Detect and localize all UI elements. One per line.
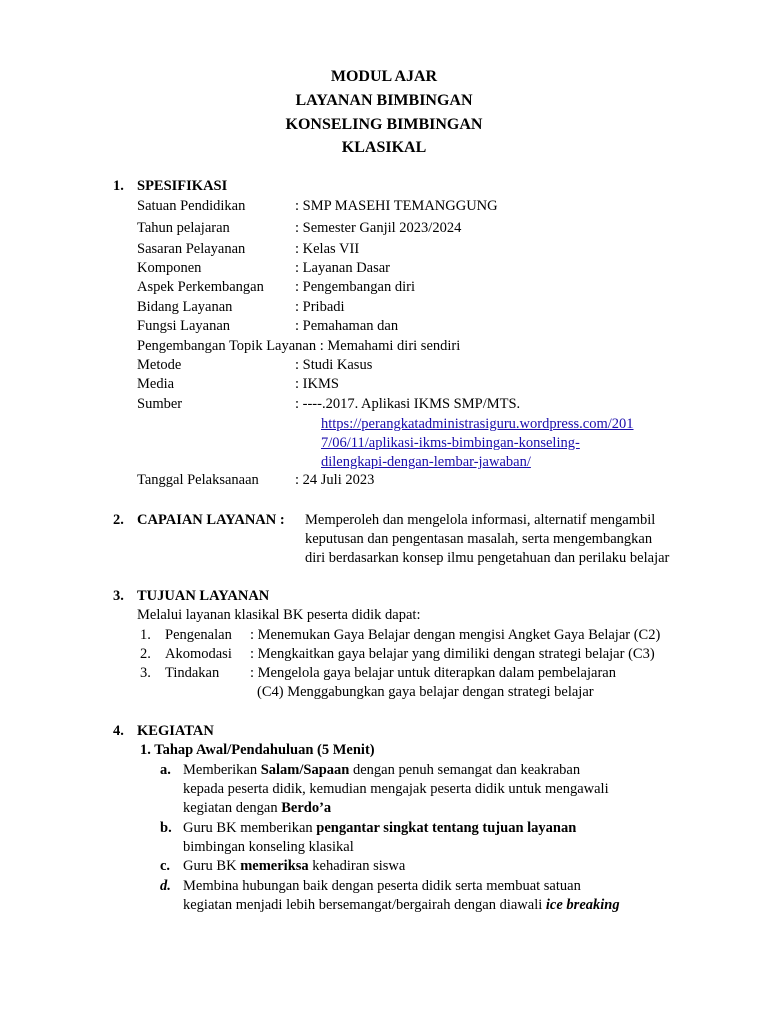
- spec-value: : 24 Juli 2023: [295, 472, 375, 488]
- section-1-number: 1.: [113, 178, 124, 194]
- source-link[interactable]: dilengkapi-dengan-lembar-jawaban/: [321, 454, 531, 470]
- kegiatan-a-line-3: kegiatan dengan Berdo’a: [183, 800, 332, 816]
- spec-topik-line: Pengembangan Topik Layanan : Memahami diri sendiri: [137, 338, 461, 354]
- kegiatan-c-line-1: Guru BK memeriksa kehadiran siswa: [183, 858, 406, 874]
- source-link[interactable]: 7/06/11/aplikasi-ikms-bimbingan-konseling-: [321, 435, 580, 451]
- kegiatan-b-line-1: Guru BK memberikan pengantar singkat tentang tujuan layanan: [183, 820, 577, 836]
- list-marker-d: d.: [160, 878, 171, 894]
- list-marker-a: a.: [160, 762, 171, 778]
- spec-label: Sasaran Pelayanan: [137, 241, 246, 257]
- tujuan-item-value: : Mengelola gaya belajar untuk diterapkan dalam pembelajaran: [250, 665, 616, 681]
- spec-value: : Layanan Dasar: [295, 260, 391, 276]
- tujuan-item-label: Akomodasi: [165, 646, 232, 662]
- kegiatan-d-line-2: kegiatan menjadi lebih bersemangat/bergairah dengan diawali ice breaking: [183, 897, 620, 913]
- kegiatan-b-line-2: bimbingan konseling klasikal: [183, 839, 354, 855]
- spec-label: Satuan Pendidikan: [137, 198, 246, 214]
- list-marker-b: b.: [160, 820, 172, 836]
- spec-value: : Pemahaman dan: [295, 318, 399, 334]
- spec-label: Metode: [137, 357, 182, 373]
- kegiatan-subheading: 1. Tahap Awal/Pendahuluan (5 Menit): [140, 742, 375, 758]
- tujuan-item-value: : Menemukan Gaya Belajar dengan mengisi Angket Gaya Belajar (C2): [250, 627, 661, 643]
- source-link-line-3[interactable]: [321, 453, 531, 472]
- section-3-heading: TUJUAN LAYANAN: [137, 588, 270, 604]
- spec-value: : Pengembangan diri: [295, 279, 416, 295]
- spec-label: Media: [137, 376, 175, 392]
- source-link-line-1[interactable]: [321, 415, 634, 434]
- section-3-number: 3.: [113, 588, 124, 604]
- spec-value: : SMP MASEHI TEMANGGUNG: [295, 198, 498, 214]
- spec-value: : Pribadi: [295, 299, 345, 315]
- kegiatan-a-line-1: Memberikan Salam/Sapaan dengan penuh semangat dan keakraban: [183, 762, 581, 778]
- section-4-heading: KEGIATAN: [137, 723, 214, 739]
- tujuan-intro: Melalui layanan klasikal BK peserta didik dapat:: [137, 607, 421, 623]
- spec-label: Sumber: [137, 396, 183, 412]
- capaian-line: diri berdasarkan konsep ilmu pengetahuan dan perilaku belajar: [305, 550, 670, 566]
- tujuan-item-number: 3.: [140, 665, 151, 681]
- section-1-heading: SPESIFIKASI: [137, 178, 228, 194]
- title-line-3: KONSELING BIMBINGAN: [285, 116, 483, 133]
- title-line-2: LAYANAN BIMBINGAN: [295, 92, 473, 109]
- list-marker-c: c.: [160, 858, 171, 874]
- tujuan-item-label: Pengenalan: [165, 627, 232, 643]
- spec-value: : IKMS: [295, 376, 339, 392]
- source-link-line-2[interactable]: [321, 434, 580, 453]
- spec-value: : Kelas VII: [295, 241, 360, 257]
- kegiatan-d-line-1: Membina hubungan baik dengan peserta didik serta membuat satuan: [183, 878, 581, 894]
- spec-label: Bidang Layanan: [137, 299, 233, 315]
- tujuan-item-label: Tindakan: [165, 665, 220, 681]
- spec-label: Aspek Perkembangan: [137, 279, 264, 295]
- kegiatan-a-line-2: kepada peserta didik, kemudian mengajak peserta didik untuk mengawali: [183, 781, 609, 797]
- title-line-1: MODUL AJAR: [330, 68, 438, 85]
- tujuan-item-value: : Mengkaitkan gaya belajar yang dimiliki dengan strategi belajar (C3): [250, 646, 655, 662]
- section-2-number: 2.: [113, 512, 124, 528]
- spec-value: : ----.2017. Aplikasi IKMS SMP/MTS.: [295, 396, 521, 412]
- spec-value: : Semester Ganjil 2023/2024: [295, 220, 462, 236]
- capaian-line: Memperoleh dan mengelola informasi, alternatif mengambil: [305, 512, 656, 528]
- spec-label: Komponen: [137, 260, 202, 276]
- tujuan-item-number: 1.: [140, 627, 151, 643]
- spec-label: Tanggal Pelaksanaan: [137, 472, 259, 488]
- tujuan-item-continuation: (C4) Menggabungkan gaya belajar dengan strategi belajar: [257, 684, 594, 700]
- spec-label: Tahun pelajaran: [137, 220, 230, 236]
- spec-value: : Studi Kasus: [295, 357, 373, 373]
- capaian-line: keputusan dan pengentasan masalah, serta mengembangkan: [305, 531, 653, 547]
- title-line-4: KLASIKAL: [341, 139, 427, 156]
- spec-label: Fungsi Layanan: [137, 318, 231, 334]
- source-link[interactable]: https://perangkatadministrasiguru.wordpress.com/201: [321, 416, 634, 432]
- tujuan-item-number: 2.: [140, 646, 151, 662]
- section-4-number: 4.: [113, 723, 124, 739]
- section-2-heading: CAPAIAN LAYANAN :: [137, 512, 285, 528]
